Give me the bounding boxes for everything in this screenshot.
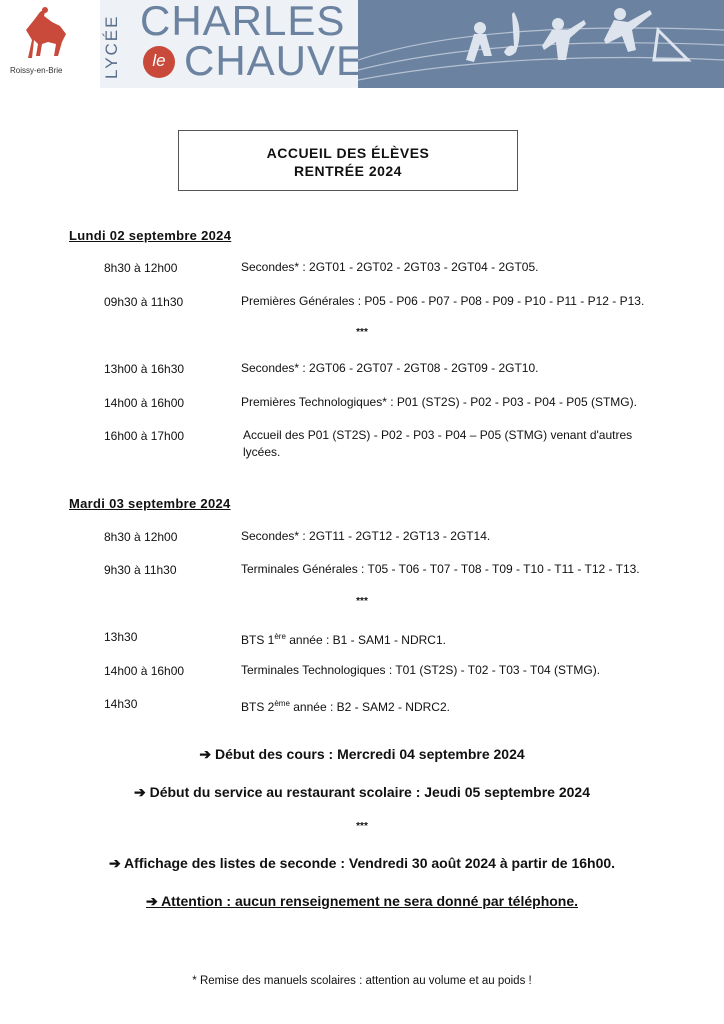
school-name-le: le — [143, 46, 175, 78]
page-subtitle: RENTRÉE 2024 — [294, 163, 402, 179]
horse-rider-icon — [0, 0, 100, 66]
page-title: ACCUEIL DES ÉLÈVES — [266, 145, 430, 161]
school-name-bottom: CHAUVE — [184, 37, 366, 84]
notice-class-lists: ➔ Affichage des listes de seconde : Vendredi 30 août 2024 à partir de 16h00. — [108, 855, 616, 871]
entry-description: Secondes* : 2GT11 - 2GT12 - 2GT13 - 2GT14. — [241, 529, 491, 543]
separator: *** — [356, 596, 368, 607]
entry-time: 8h30 à 12h00 — [104, 530, 178, 544]
lycee-label: LYCÉE — [102, 14, 121, 80]
entry-description: Premières Générales : P05 - P06 - P07 - P08 - P09 - P10 - P11 - P12 - P13. — [241, 294, 645, 308]
separator: *** — [356, 821, 368, 832]
entry-time: 14h30 — [104, 697, 138, 711]
entry-time: 16h00 à 17h00 — [104, 429, 185, 443]
entry-time: 13h00 à 16h30 — [104, 362, 185, 376]
header-banner — [0, 0, 724, 88]
header-decoration — [358, 0, 724, 88]
day-heading-monday: Lundi 02 septembre 2024 — [69, 228, 232, 243]
entry-description: Terminales Générales : T05 - T06 - T07 - T08 - T09 - T10 - T11 - T12 - T13. — [241, 562, 640, 576]
entry-description: Accueil des P01 (ST2S) - P02 - P03 - P04 – P05 (STMG) venant d'autres lycées. — [243, 428, 633, 459]
notice-attention: ➔ Attention : aucun renseignement ne sera donné par téléphone. — [145, 893, 579, 909]
notice-start-classes: ➔ Début des cours : Mercredi 04 septembre 2024 — [199, 746, 525, 762]
entry-time: 8h30 à 12h00 — [104, 261, 178, 275]
day-heading-tuesday: Mardi 03 septembre 2024 — [69, 496, 231, 511]
entry-time: 14h00 à 16h00 — [104, 664, 185, 678]
entry-description: BTS 2ème année : B2 - SAM2 - NDRC2. — [241, 699, 450, 714]
entry-time: 09h30 à 11h30 — [104, 295, 184, 309]
entry-description: Secondes* : 2GT06 - 2GT07 - 2GT08 - 2GT09 - 2GT10. — [241, 361, 539, 375]
entry-description: BTS 1ère année : B1 - SAM1 - NDRC1. — [241, 632, 446, 647]
entry-description: Secondes* : 2GT01 - 2GT02 - 2GT03 - 2GT04 - 2GT05. — [241, 260, 539, 274]
entry-time: 9h30 à 11h30 — [104, 563, 177, 577]
silhouettes-icon — [466, 8, 688, 62]
entry-time: 13h30 — [104, 630, 138, 644]
entry-description: Terminales Technologiques : T01 (ST2S) - T02 - T03 - T04 (STMG). — [241, 663, 601, 677]
footnote: * Remise des manuels scolaires : attention au volume et au poids ! — [192, 975, 532, 987]
city-label: Roissy-en-Brie — [10, 66, 63, 75]
separator: *** — [356, 327, 368, 338]
school-name-top: CHARLES — [140, 0, 346, 44]
entry-time: 14h00 à 16h00 — [104, 396, 185, 410]
school-logo — [0, 0, 100, 88]
notice-canteen: ➔ Début du service au restaurant scolaire : Jeudi 05 septembre 2024 — [133, 784, 591, 800]
entry-description: Premières Technologiques* : P01 (ST2S) - P02 - P03 - P04 - P05 (STMG). — [241, 395, 637, 409]
page-title-box — [178, 130, 518, 191]
